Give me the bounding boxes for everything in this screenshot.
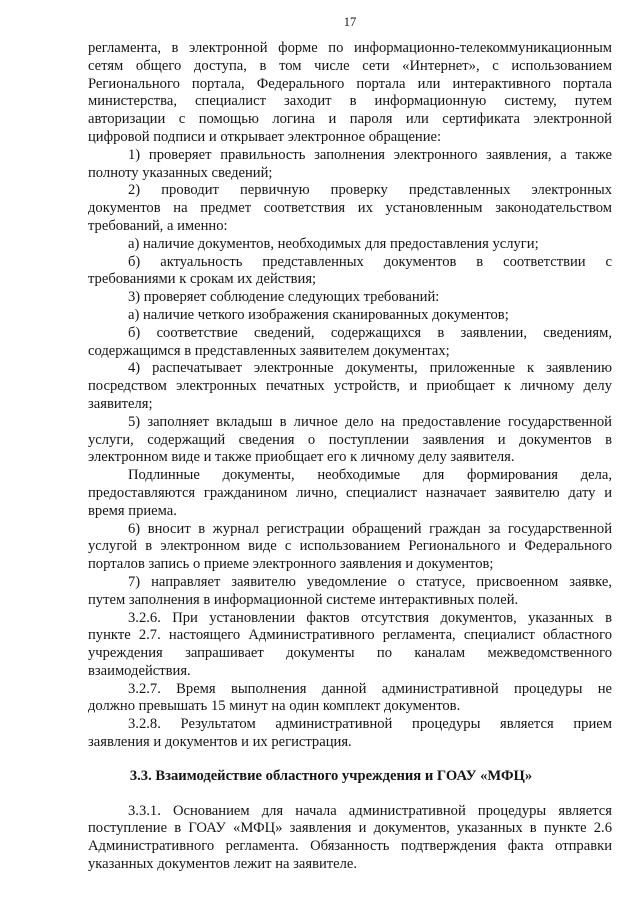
text-line: порталов запись о приеме электронного заявления и документов;: [88, 556, 494, 573]
text-line: содержащимся в представленных заявителем документах;: [88, 342, 450, 359]
paragraph: [88, 574, 612, 610]
text-line: б) соответствие сведений, содержащихся в заявлении, сведениям,: [128, 324, 612, 341]
text-line: Административного регламента. Обязанность подтверждения факта отправки: [88, 838, 612, 855]
paragraph: [88, 681, 612, 717]
text-line: 7) направляет заявителю уведомление о статусе, присвоенном заявке,: [128, 573, 612, 590]
text-line: а) наличие документов, необходимых для предоставления услуги;: [128, 235, 539, 252]
text-line: 3.2.6. При установлении фактов отсутствия документов, указанных в: [128, 609, 612, 626]
paragraph: [88, 325, 612, 361]
paragraph: [88, 147, 612, 183]
text-line: заявления и документов и их регистрация.: [88, 734, 352, 751]
text-line: 4) распечатывает электронные документы, приложенные к заявлению: [128, 360, 612, 377]
paragraph: [88, 360, 612, 413]
document-body: [88, 40, 612, 874]
text-line: авторизации с помощью логина и пароля или сертификата электронной: [88, 111, 612, 128]
paragraph: [88, 716, 612, 752]
text-line: Регионального портала, Федерального портала или интерактивного портала: [88, 75, 612, 92]
paragraph: [88, 40, 612, 147]
text-line: заявителя;: [88, 395, 153, 412]
text-line: учреждения запрашивает документы по каналам межведомственного: [88, 645, 612, 662]
paragraph: [88, 236, 612, 254]
page-number: 17: [343, 15, 357, 29]
text-line: Подлинные документы, необходимые для формирования дела,: [128, 467, 612, 484]
text-line: 2) проводит первичную проверку представленных электронных: [128, 182, 612, 199]
section-heading: 3.3. Взаимодействие областного учреждения и ГОАУ «МФЦ»: [129, 767, 533, 784]
text-line: 3.2.8. Результатом административной процедуры является прием: [128, 716, 612, 733]
section-text: [88, 803, 612, 874]
paragraph: [88, 467, 612, 520]
text-line: полноту указанных сведений;: [88, 164, 273, 181]
text-line: посредством электронных печатных устройств, и приобщает к личному делу: [88, 378, 612, 395]
text-line: 6) вносит в журнал регистрации обращений граждан за государственной: [128, 520, 612, 537]
paragraph: [88, 803, 612, 874]
text-line: цифровой подписи и открывает электронное обращение:: [88, 128, 442, 145]
text-line: а) наличие четкого изображения сканированных документов;: [128, 306, 509, 323]
paragraph: [88, 521, 612, 574]
paragraph: [88, 610, 612, 681]
text-line: 3.3.1. Основанием для начала административной процедуры является: [128, 802, 612, 819]
text-line: 3.2.7. Время выполнения данной административной процедуры не: [128, 680, 612, 697]
text-line: взаимодействия.: [88, 662, 191, 679]
text-line: поступление в ГОАУ «МФЦ» заявления и документов, указанных в пункте 2.6: [88, 820, 612, 837]
text-line: услуги, содержащий сведения о поступлении заявления и документов в: [88, 431, 612, 448]
text-line: услугой в электронном виде с использованием Регионального и Федерального: [88, 538, 612, 555]
paragraph: [88, 414, 612, 467]
text-line: указанных документов лежит на заявителе.: [88, 856, 358, 873]
text-line: электронном виде и также приобщает его к личному делу заявителя.: [88, 449, 515, 466]
text-line: б) актуальность представленных документов в соответствии с: [128, 253, 612, 270]
text-line: 5) заполняет вкладыш в личное дело на предоставление государственной: [128, 413, 612, 430]
text-line: регламента, в электронной форме по информационно-телекоммуникационным: [88, 40, 612, 56]
text-line: 1) проверяет правильность заполнения электронного заявления, а также: [128, 146, 612, 163]
paragraph: [88, 182, 612, 235]
text-line: 3) проверяет соблюдение следующих требований:: [128, 289, 440, 306]
text-line: путем заполнения в информационной системе интерактивных полей.: [88, 591, 519, 608]
text-line: министерства, специалист заходит в информационную систему, путем: [88, 93, 612, 110]
text-line: сетям общего доступа, в том числе сети «Интернет», с использованием: [88, 57, 612, 74]
text-line: время приема.: [88, 502, 177, 519]
paragraph: [88, 254, 612, 290]
text-line: документов на предмет соответствия их установленным законодательством: [88, 200, 612, 217]
paragraph: [88, 307, 612, 325]
main-text: [88, 40, 612, 752]
text-line: пункте 2.7. настоящего Административного регламента, специалист областного: [88, 627, 612, 644]
text-line: предоставляются гражданином лично, специалист назначает заявителю дату и: [88, 484, 612, 501]
text-line: должно превышать 15 минут на один комплект документов.: [88, 698, 461, 715]
paragraph: [88, 289, 612, 307]
text-line: требованиями к срокам их действия;: [88, 271, 317, 288]
text-line: требований, а именно:: [88, 217, 228, 234]
